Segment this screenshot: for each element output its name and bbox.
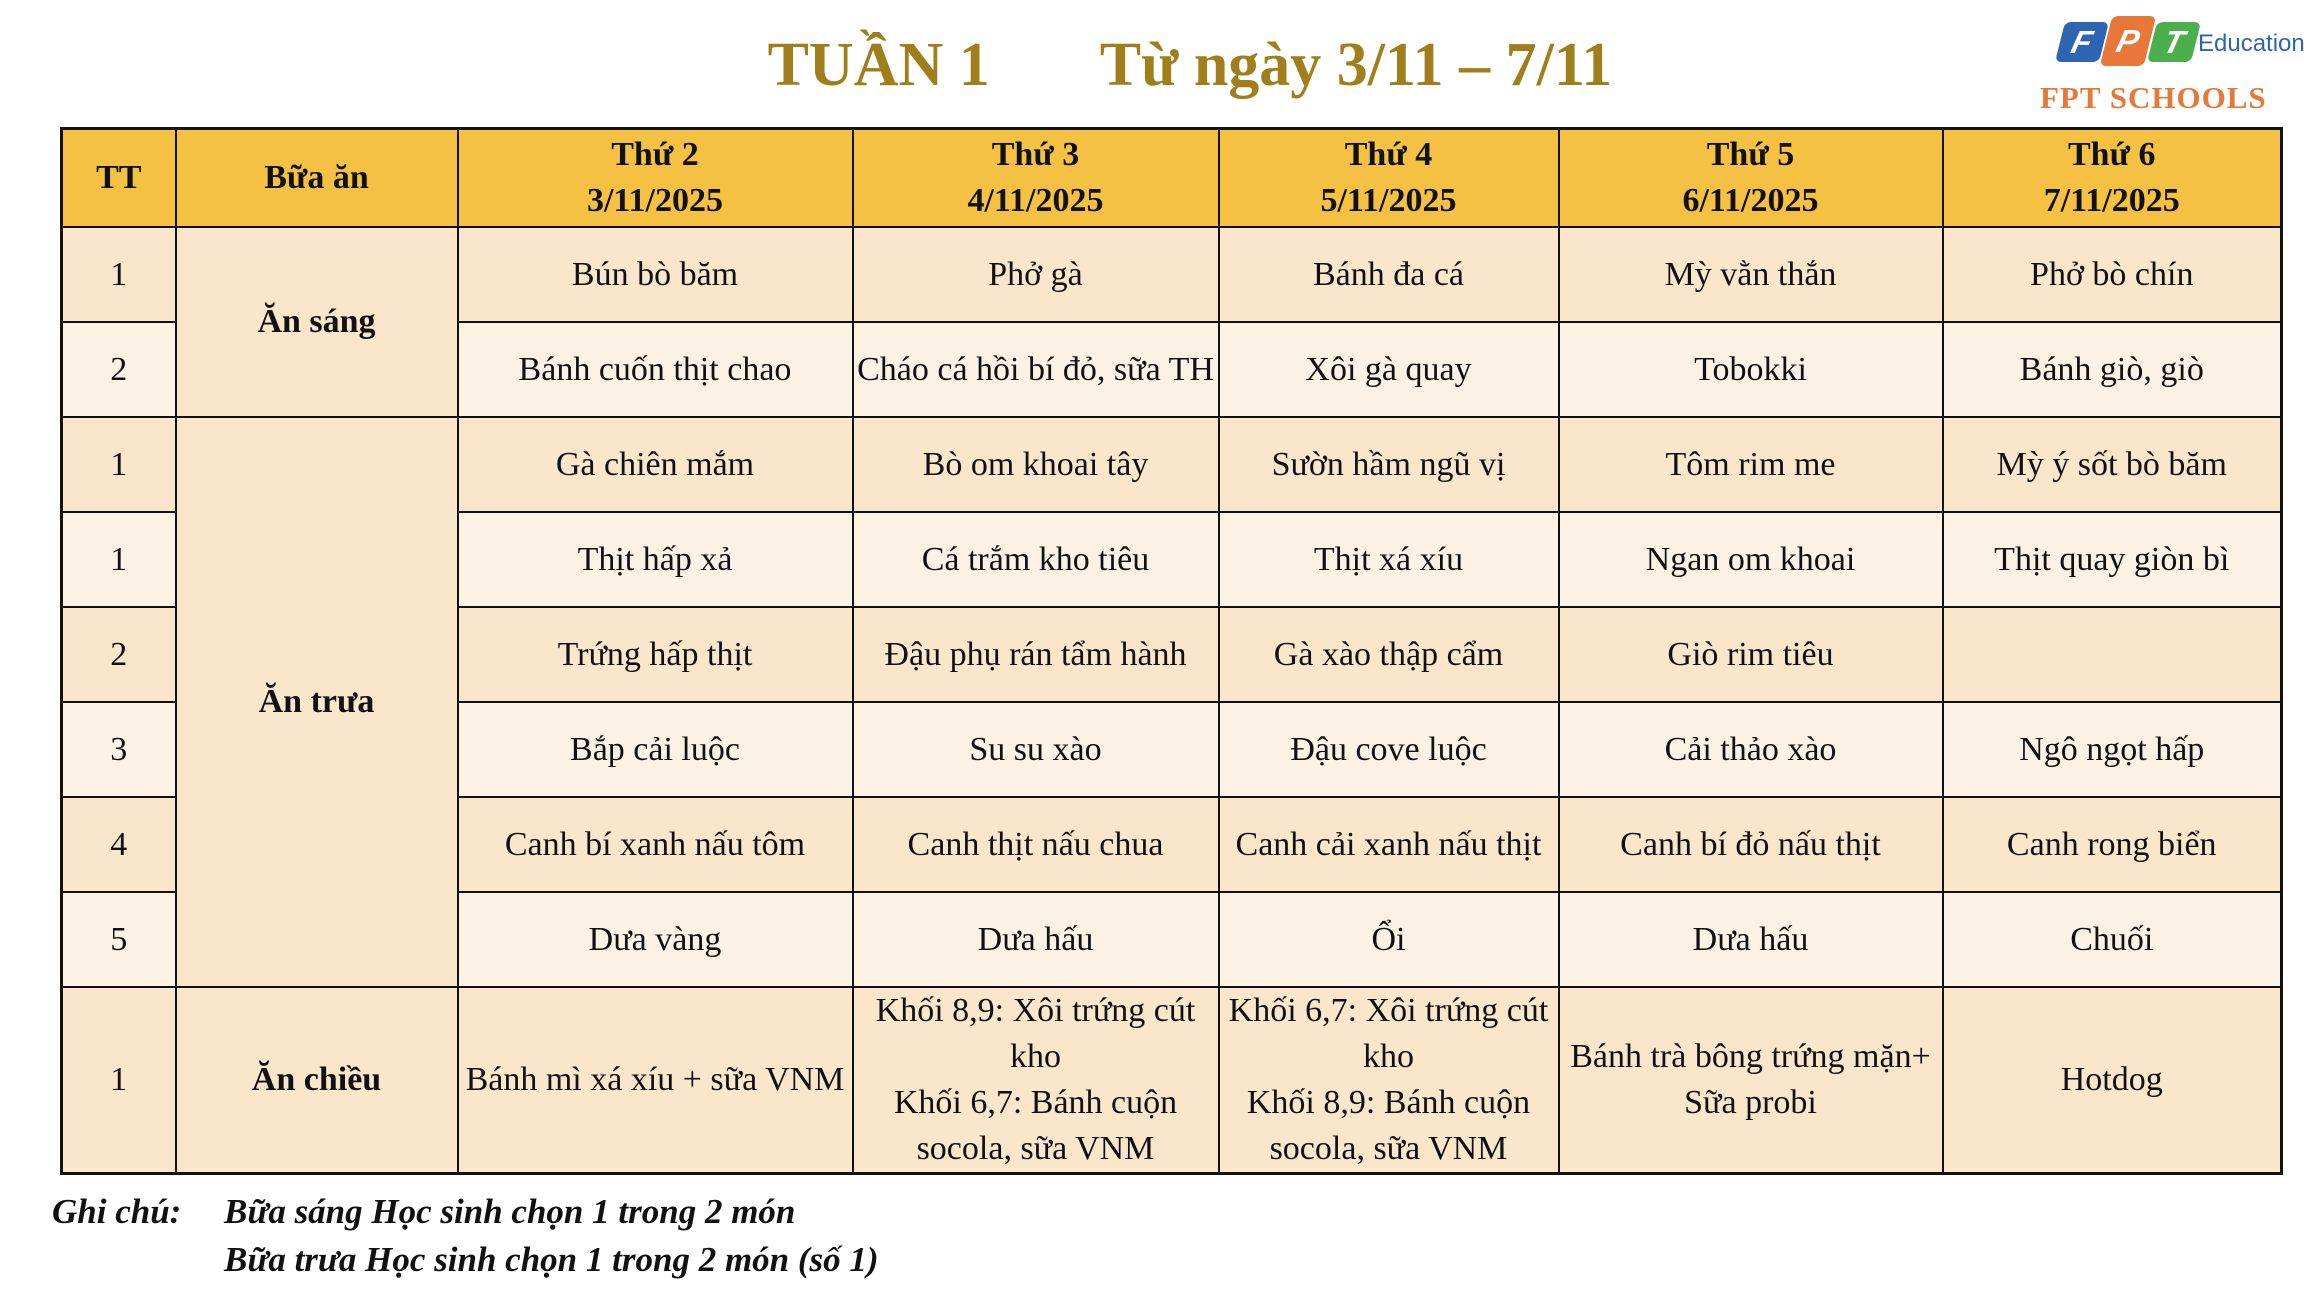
dish-cell: Trứng hấp thịt — [458, 607, 853, 702]
dish-cell: Canh bí xanh nấu tôm — [458, 797, 853, 892]
row-number: 1 — [62, 417, 176, 512]
dish-cell: Dưa vàng — [458, 892, 853, 987]
header-row — [62, 129, 2282, 228]
dish-cell: Bánh cuốn thịt chao — [458, 322, 853, 417]
row-number: 4 — [62, 797, 176, 892]
dish-cell: Giò rim tiêu — [1559, 607, 1943, 702]
logo-schools-text: FPT SCHOOLS — [2040, 80, 2267, 115]
dish-cell: Ổi — [1219, 892, 1559, 987]
dish-cell: Gà chiên mắm — [458, 417, 853, 512]
fpt-schools-logo — [2040, 18, 2305, 118]
logo-letter-t: T — [2147, 22, 2201, 62]
dish-cell: Bún bò băm — [458, 227, 853, 322]
date-range: Từ ngày 3/11 – 7/11 — [1099, 31, 1613, 99]
row-number: 1 — [62, 512, 176, 607]
table-row — [62, 417, 2282, 512]
menu-body — [62, 227, 2282, 1174]
dish-cell: Bánh mì xá xíu + sữa VNM — [458, 987, 853, 1174]
dish-cell — [1943, 607, 2282, 702]
notes-label: Ghi chú: — [52, 1192, 182, 1231]
dish-cell: Thịt quay giòn bì — [1943, 512, 2282, 607]
dish-cell: Bánh giò, giò — [1943, 322, 2282, 417]
dish-cell: Canh bí đỏ nấu thịt — [1559, 797, 1943, 892]
dish-cell: Tôm rim me — [1559, 417, 1943, 512]
dish-cell: Gà xào thập cẩm — [1219, 607, 1559, 702]
dish-cell: Bò om khoai tây — [853, 417, 1219, 512]
dish-cell: Đậu cove luộc — [1219, 702, 1559, 797]
dish-cell: Khối 6,7: Xôi trứng cút kho Khối 8,9: Bánh cuộn socola, sữa VNM — [1219, 987, 1559, 1174]
header-day: Thứ 6 7/11/2025 — [1943, 129, 2282, 228]
note-line: Bữa trưa Học sinh chọn 1 trong 2 món (số 1) — [224, 1240, 879, 1279]
dish-cell: Bánh đa cá — [1219, 227, 1559, 322]
dish-cell: Mỳ ý sốt bò băm — [1943, 417, 2282, 512]
dish-cell: Xôi gà quay — [1219, 322, 1559, 417]
week-label: TUẦN 1 — [767, 31, 990, 99]
dish-cell: Cải thảo xào — [1559, 702, 1943, 797]
table-row — [62, 227, 2282, 322]
logo-letter-f: F — [2055, 22, 2109, 62]
notes — [52, 1188, 879, 1284]
row-number: 2 — [62, 322, 176, 417]
row-number: 5 — [62, 892, 176, 987]
dish-cell: Chuối — [1943, 892, 2282, 987]
dish-cell: Hotdog — [1943, 987, 2282, 1174]
dish-cell: Khối 8,9: Xôi trứng cút kho Khối 6,7: Bánh cuộn socola, sữa VNM — [853, 987, 1219, 1174]
dish-cell: Thịt xá xíu — [1219, 512, 1559, 607]
dish-cell: Bánh trà bông trứng mặn+ Sữa probi — [1559, 987, 1943, 1174]
meal-name: Ăn trưa — [176, 417, 458, 987]
dish-cell: Canh cải xanh nấu thịt — [1219, 797, 1559, 892]
row-number: 1 — [62, 227, 176, 322]
dish-cell: Dưa hấu — [853, 892, 1219, 987]
meal-name: Ăn sáng — [176, 227, 458, 417]
logo-education-text: Education — [2198, 30, 2305, 57]
dish-cell: Dưa hấu — [1559, 892, 1943, 987]
logo-letter-p: P — [2100, 16, 2156, 66]
dish-cell: Tobokki — [1559, 322, 1943, 417]
dish-cell: Ngô ngọt hấp — [1943, 702, 2282, 797]
dish-cell: Mỳ vằn thắn — [1559, 227, 1943, 322]
meal-name: Ăn chiều — [176, 987, 458, 1174]
dish-cell: Đậu phụ rán tẩm hành — [853, 607, 1219, 702]
header-day: Thứ 3 4/11/2025 — [853, 129, 1219, 228]
dish-cell: Cá trắm kho tiêu — [853, 512, 1219, 607]
header-tt: TT — [62, 129, 176, 228]
dish-cell: Ngan om khoai — [1559, 512, 1943, 607]
dish-cell: Phở gà — [853, 227, 1219, 322]
row-number: 3 — [62, 702, 176, 797]
dish-cell: Su su xào — [853, 702, 1219, 797]
menu-table — [60, 127, 2283, 1175]
row-number: 2 — [62, 607, 176, 702]
page-title — [140, 30, 2240, 101]
table-row — [62, 987, 2282, 1174]
row-number: 1 — [62, 987, 176, 1174]
header-day: Thứ 5 6/11/2025 — [1559, 129, 1943, 228]
dish-cell: Canh thịt nấu chua — [853, 797, 1219, 892]
note-line: Bữa sáng Học sinh chọn 1 trong 2 món — [224, 1192, 796, 1231]
dish-cell: Phở bò chín — [1943, 227, 2282, 322]
dish-cell: Bắp cải luộc — [458, 702, 853, 797]
header-day: Thứ 2 3/11/2025 — [458, 129, 853, 228]
dish-cell: Sườn hầm ngũ vị — [1219, 417, 1559, 512]
dish-cell: Canh rong biển — [1943, 797, 2282, 892]
header-meal: Bữa ăn — [176, 129, 458, 228]
header-day: Thứ 4 5/11/2025 — [1219, 129, 1559, 228]
dish-cell: Cháo cá hồi bí đỏ, sữa TH — [853, 322, 1219, 417]
dish-cell: Thịt hấp xả — [458, 512, 853, 607]
